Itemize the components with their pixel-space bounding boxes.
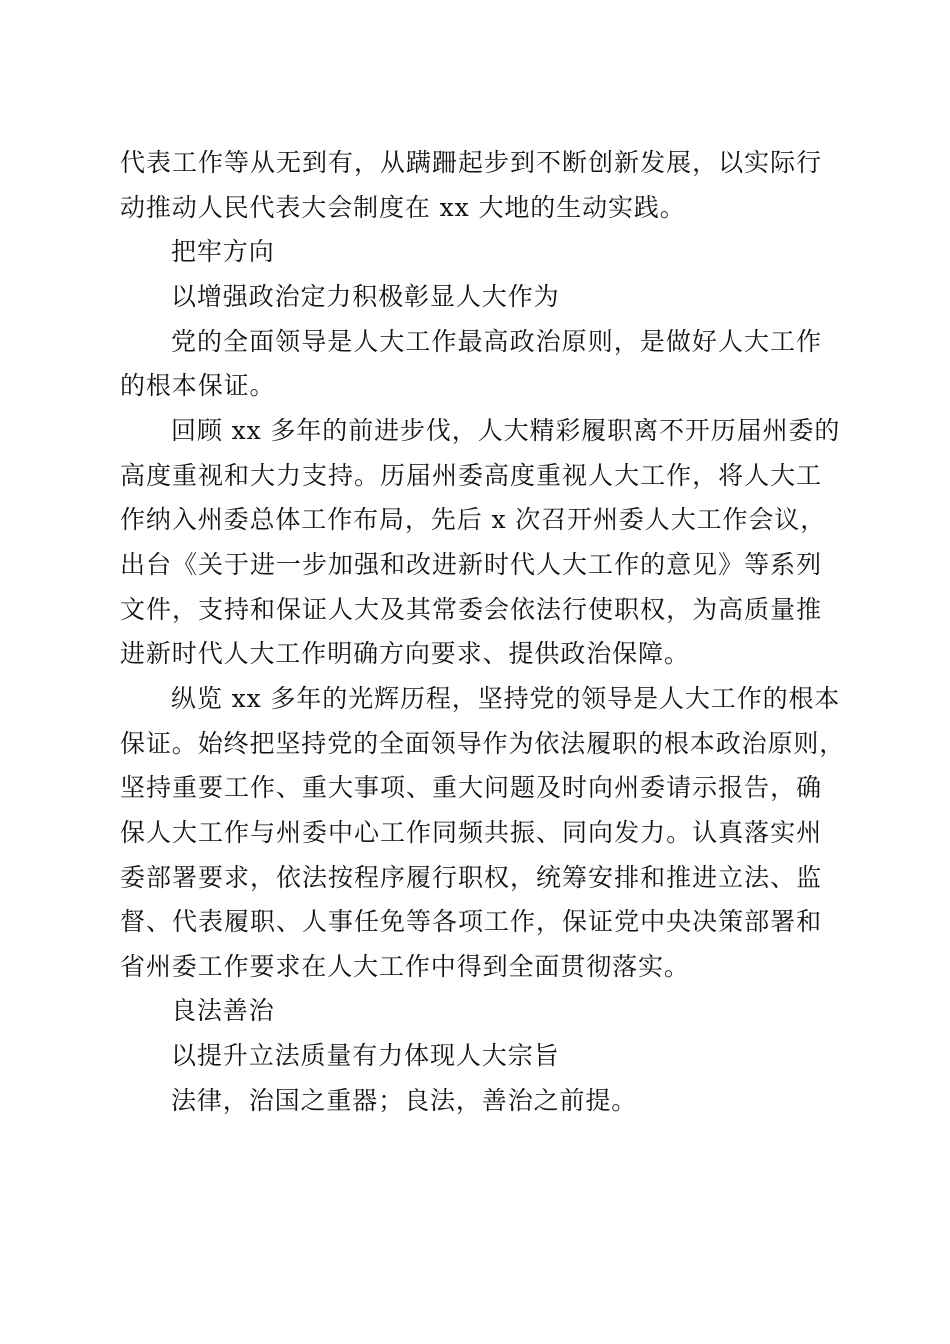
section-subheading	[120, 1034, 822, 1079]
text-line: 保人大工作与州委中心工作同频共振、同向发力。认真落实州	[120, 817, 822, 847]
text-line: 的根本保证。	[120, 371, 276, 401]
text-line: 文件，支持和保证人大及其常委会依法行使职权，为高质量推	[120, 594, 822, 624]
text-line: 回顾 xx 多年的前进步伐，人大精彩履职离不开历届州委的	[171, 415, 841, 445]
text-line: 党的全面领导是人大工作最高政治原则，是做好人大工作	[171, 326, 822, 356]
text-line: 保证。始终把坚持党的全面领导作为依法履职的根本政治原则，	[120, 728, 846, 758]
paragraph-continued	[120, 141, 822, 230]
text-line: 纵览 xx 多年的光辉历程，坚持党的领导是人大工作的根本	[171, 683, 841, 713]
heading-text: 良法善治	[171, 996, 275, 1026]
section-subheading	[120, 275, 822, 320]
subheading-text: 以提升立法质量有力体现人大宗旨	[171, 1041, 560, 1071]
paragraph	[120, 677, 846, 990]
text-line: 法律，治国之重器；良法，善治之前提。	[171, 1085, 638, 1115]
heading-text: 把牢方向	[171, 237, 275, 267]
text-line: 动推动人民代表大会制度在 xx 大地的生动实践。	[120, 192, 686, 222]
text-line: 省州委工作要求在人大工作中得到全面贯彻落实。	[120, 951, 690, 981]
paragraph	[120, 320, 822, 409]
paragraph	[120, 1079, 822, 1124]
text-line: 进新时代人大工作明确方向要求、提供政治保障。	[120, 639, 690, 669]
text-line: 高度重视和大力支持。历届州委高度重视人大工作，将人大工	[120, 460, 822, 490]
text-line: 出台《关于进一步加强和改进新时代人大工作的意见》等系列	[120, 549, 822, 579]
section-heading	[120, 989, 822, 1034]
section-heading	[120, 230, 822, 275]
text-line: 坚持重要工作、重大事项、重大问题及时向州委请示报告，确	[120, 773, 822, 803]
text-line: 作纳入州委总体工作布局，先后 x 次召开州委人大工作会议，	[120, 505, 827, 535]
text-line: 委部署要求，依法按程序履行职权，统筹安排和推进立法、监	[120, 862, 822, 892]
text-line: 代表工作等从无到有，从蹒跚起步到不断创新发展，以实际行	[120, 148, 822, 177]
text-line: 督、代表履职、人事任免等各项工作，保证党中央决策部署和	[120, 907, 822, 937]
subheading-text: 以增强政治定力积极彰显人大作为	[171, 281, 560, 311]
paragraph	[120, 409, 841, 677]
